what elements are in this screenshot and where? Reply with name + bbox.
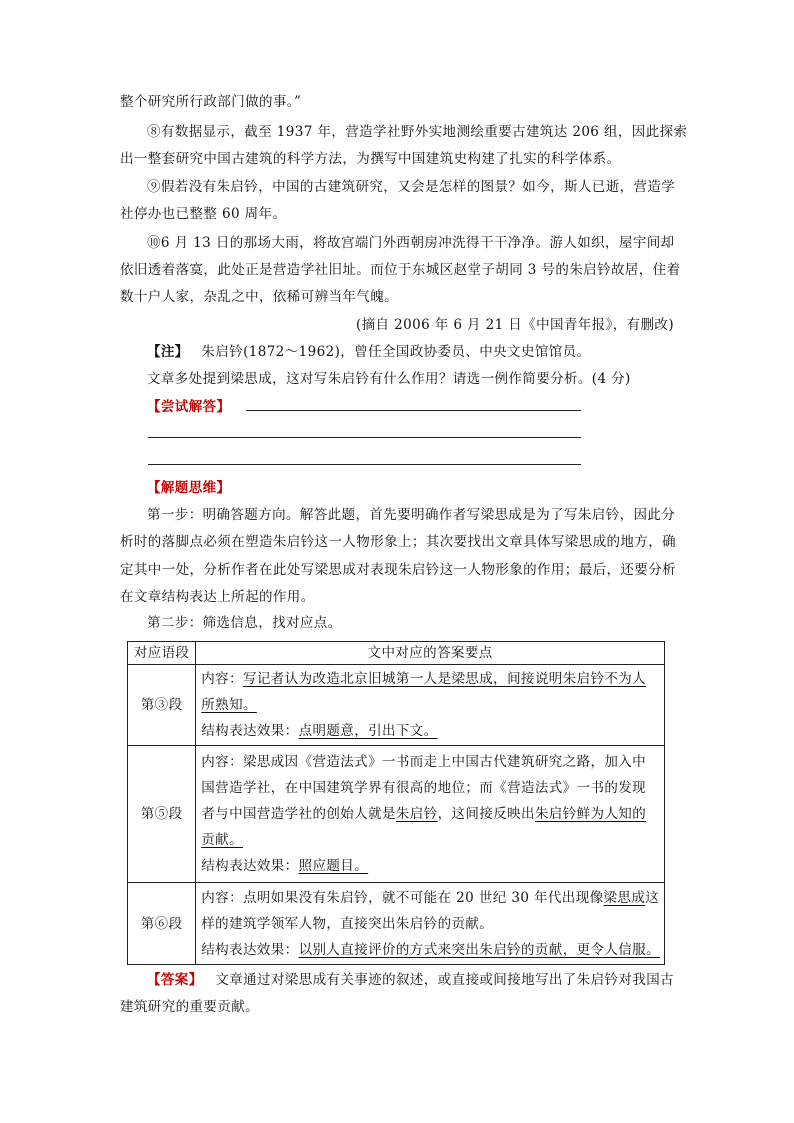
note-text: 朱启钤(1872～1962)，曾任全国政协委员、中央文史馆馆员。 [201, 344, 591, 360]
row-content: 内容：梁思成因《营造法式》一书而走上中国古代建筑研究之路，加入中 国营造学社，在中国建筑学界有很高的地位；而《营造法式》一书的发现 者与中国营造学社的创始人就是朱启钤，这间接反映出朱启钤鲜为人知的 贡献。 结构表达效果：照应题目。 [196, 746, 665, 883]
question: 文章多处提到梁思成，这对写朱启钤有什么作用？请选一例作简要分析。(4 分) [147, 371, 631, 387]
passage-p9-line1: ⑨假若没有朱启钤，中国的古建筑研究，又会是怎样的图景？如今，斯人已逝，营造学 [147, 179, 676, 195]
table-header-segment: 对应语段 [128, 642, 196, 665]
passage-p10-line1: ⑩6 月 13 日的那场大雨，将故宫端门外西朝房冲洗得干干净净。游人如织，屋宇间却 [147, 235, 675, 251]
thinking-step2: 第二步：筛选信息，找对应点。 [147, 615, 342, 631]
row-content: 内容：点明如果没有朱启钤，就不可能在 20 世纪 30 年代出现像梁思成这 样的建筑学领军人物，直接突出朱启钤的贡献。 结构表达效果：以别人直接评价的方式来突出朱启钤的贡献，更令人信服。 [196, 883, 665, 965]
row-segment: 第⑤段 [128, 746, 196, 883]
passage-p10-line2: 依旧透着落寞，此处正是营造学社旧址。而位于东城区赵堂子胡同 3 号的朱启钤故居，住着 [120, 262, 681, 278]
passage-p7-tail: 整个研究所行政部门做的事。” [120, 94, 302, 110]
thinking-step1-line3: 定其中一处，分析作者在此处写梁思成对表现朱启钤这一人物形象的作用；最后，还要分析 [120, 562, 676, 578]
passage-p8-line2: 出一整套研究中国古建筑的科学方法，为撰写中国建筑史构建了扎实的科学体系。 [120, 151, 621, 167]
thinking-step1-line2: 析时的落脚点必须在塑造朱启钤这一人物形象上；其次要找出文章具体写梁思成的地方，确 [120, 534, 676, 550]
answer-label: 【答案】 [147, 972, 203, 988]
thinking-label: 【解题思维】 [147, 480, 231, 496]
row-segment: 第③段 [128, 665, 196, 746]
row-segment: 第⑥段 [128, 883, 196, 965]
table-row [128, 746, 665, 883]
passage-source: (摘自 2006 年 6 月 21 日《中国青年报》，有删改) [355, 317, 674, 333]
table-row [128, 665, 665, 746]
answer-line1: 文章通过对梁思成有关事迹的叙述，或直接或间接地写出了朱启钤对我国古 [215, 972, 675, 988]
answer-points-table [127, 641, 665, 965]
attempt-label: 【尝试解答】 [147, 399, 231, 415]
thinking-step1-line4: 在文章结构表达上所起的作用。 [120, 589, 315, 605]
note [147, 342, 590, 362]
thinking-step1-line1: 第一步：明确答题方向。解答此题，首先要明确作者写梁思成是为了写朱启钤，因此分 [147, 507, 676, 523]
answer [147, 970, 674, 990]
answer-blank-line-3[interactable] [148, 464, 581, 465]
table-header-points: 文中对应的答案要点 [196, 642, 665, 665]
answer-blank-line-1[interactable] [246, 410, 581, 411]
row-content: 内容：写记者认为改造北京旧城第一人是梁思成，间接说明朱启钤不为人 所熟知。 结构表达效果：点明题意，引出下文。 [196, 665, 665, 746]
passage-p10-line3: 数十户人家，杂乱之中，依稀可辨当年气魄。 [120, 289, 398, 305]
note-tag: 【注】 [147, 344, 189, 360]
passage-p8-line1: ⑧有数据显示，截至 1937 年，营造学社野外实地测绘重要古建筑达 206 组，因此探索 [147, 124, 688, 140]
table-row [128, 883, 665, 965]
answer-line2: 建筑研究的重要贡献。 [120, 999, 259, 1015]
answer-blank-line-2[interactable] [148, 437, 581, 438]
passage-p9-line2: 社停办也已整整 60 周年。 [120, 206, 287, 222]
table-header-row [128, 642, 665, 665]
